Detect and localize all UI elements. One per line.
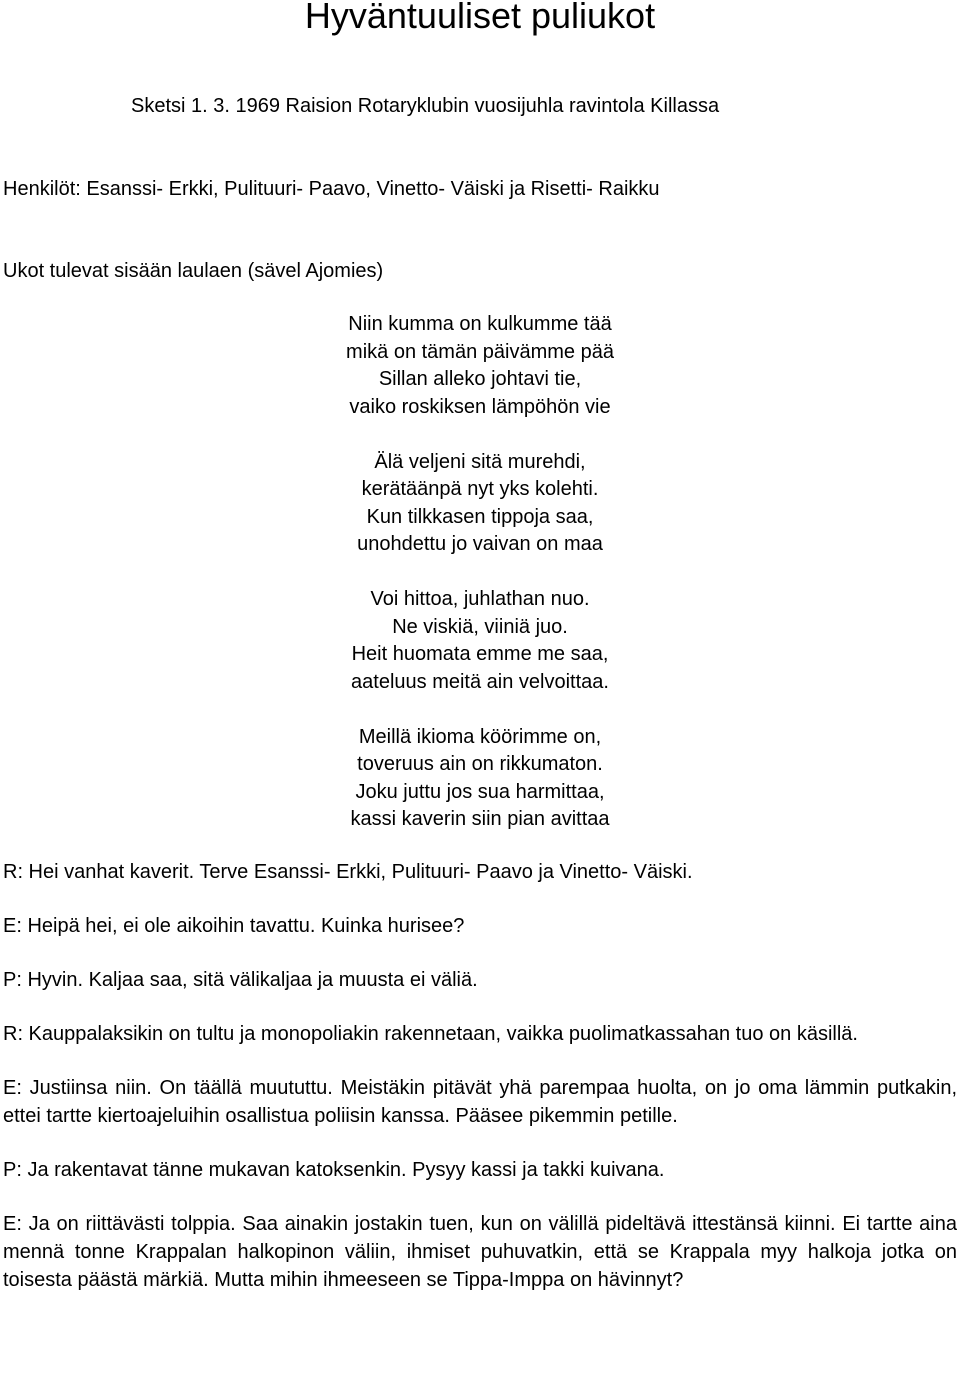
dialogue-line: P: Hyvin. Kaljaa saa, sitä välikaljaa ja muusta ei väliä.: [3, 969, 478, 991]
document-title: Hyväntuuliset puliukot: [304, 0, 656, 36]
dialogue: [3, 858, 957, 1294]
sketch-info: Sketsi 1. 3. 1969 Raision Rotaryklubin vuosijuhla ravintola Killassa: [131, 95, 720, 117]
song-line: Älä veljeni sitä murehdi,: [374, 450, 586, 473]
dialogue-line: E: Justiinsa niin. On täällä muututtu. Meistäkin pitävät yhä parempaa huolta, on jo oma lämmin putkakin, ettei tartte kiertoajeluihin osallistua poliisin kanssa. Pääsee pikemmin petille.: [3, 1077, 957, 1127]
song-stanza: [0, 586, 960, 696]
song-stanza: [0, 724, 960, 834]
song-line: Voi hittoa, juhlathan nuo.: [370, 588, 590, 610]
song-line: kassi kaverin siin pian avittaa: [350, 808, 610, 830]
song-line: aateluus meitä ain velvoittaa.: [351, 670, 609, 693]
dialogue-line: R: Kauppalaksikin on tultu ja monopoliakin rakennetaan, vaikka puolimatkassahan tuo on käsillä.: [3, 1023, 858, 1045]
song-line: Sillan alleko johtavi tie,: [378, 368, 582, 390]
persons-line: Henkilöt: Esanssi- Erkki, Pulituuri- Paavo, Vinetto- Väiski ja Risetti- Raikku: [3, 178, 660, 200]
song-line: toveruus ain on rikkumaton.: [357, 753, 603, 775]
song-line: Niin kumma on kulkumme tää: [348, 313, 612, 335]
stage-direction: Ukot tulevat sisään laulaen (sävel Ajomies): [3, 260, 384, 282]
song-line: unohdettu jo vaivan on maa: [357, 533, 603, 555]
song-lyrics: [0, 311, 960, 861]
dialogue-line: R: Hei vanhat kaverit. Terve Esanssi- Erkki, Pulituuri- Paavo ja Vinetto- Väiski.: [3, 861, 693, 883]
song-line: Joku juttu jos sua harmittaa,: [355, 780, 605, 803]
song-line: Heit huomata emme me saa,: [351, 643, 609, 665]
song-line: Meillä ikioma köörimme on,: [358, 725, 602, 748]
song-line: vaiko roskiksen lämpöhön vie: [349, 395, 611, 418]
song-line: Kun tilkkasen tippoja saa,: [366, 505, 594, 528]
dialogue-line: E: Ja on riittävästi tolppia. Saa ainakin jostakin tuen, kun on välillä pideltävä ittestänsä kiinni. Ei tartte aina mennä tonne Krappalan halkopinon väliin, ihmiset puhuvatkin, että se Krappala myy halkoja jotka on toisesta päästä märkiä. Mutta mihin ihmeeseen se Tippa-Imppa on hävinnyt?: [3, 1213, 957, 1291]
song-line: Ne viskiä, viiniä juo.: [392, 615, 568, 638]
song-stanza: [0, 311, 960, 421]
song-stanza: [0, 449, 960, 559]
dialogue-line: E: Heipä hei, ei ole aikoihin tavattu. Kuinka hurisee?: [3, 915, 465, 937]
song-line: mikä on tämän päivämme pää: [346, 340, 614, 363]
dialogue-line: P: Ja rakentavat tänne mukavan katoksenkin. Pysyy kassi ja takki kuivana.: [3, 1159, 665, 1181]
song-line: kerätäänpä nyt yks kolehti.: [361, 478, 599, 500]
